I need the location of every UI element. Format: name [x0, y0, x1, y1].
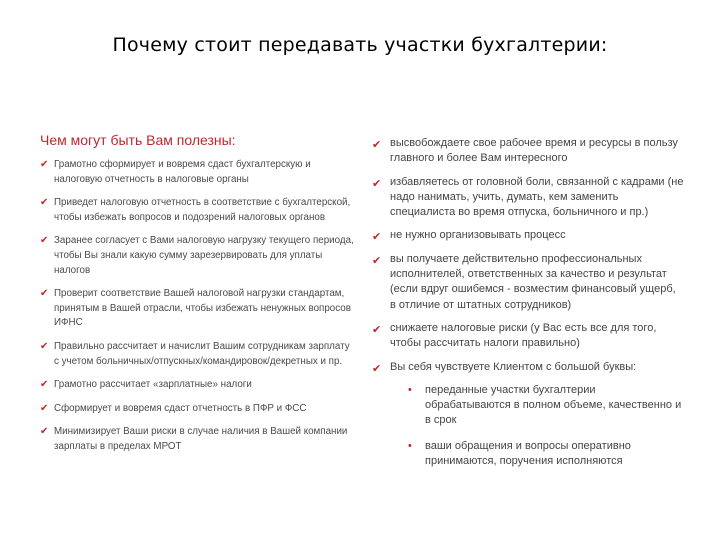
bullet-icon: • — [408, 383, 412, 396]
list-item-text: Проверит соответствие Вашей налоговой нагрузки стандартам, принятым в Вашей отрасли, чтобы избежать ненужных вопросов ИФНС — [54, 288, 351, 329]
check-icon: ✔ — [372, 230, 382, 244]
bullet-icon: • — [408, 439, 412, 452]
check-icon: ✔ — [372, 176, 382, 190]
list-item-text: не нужно организовывать процесс — [390, 229, 566, 242]
sub-list-item-text: ваши обращения и вопросы оперативно принимаются, поручения исполняются — [425, 439, 631, 468]
list-item-text: вы получаете действительно профессиональных исполнителей, ответственных за качество и результат (если вдруг ошибемся - возместим финансовый ущерб, в отличие от штатных сотрудников) — [390, 252, 676, 311]
list-item-text: Вы себя чувствуете Клиентом с большой буквы: — [390, 360, 637, 373]
check-icon: ✔ — [40, 426, 49, 438]
check-icon: ✔ — [40, 235, 49, 247]
list-item-text: высвобождаете свое рабочее время и ресурсы в пользу главного и более Вам интересного — [390, 137, 678, 165]
check-icon: ✔ — [40, 288, 49, 300]
check-icon: ✔ — [40, 197, 49, 209]
list-item — [372, 252, 684, 313]
list-item-text: Грамотно рассчитает «зарплатные» налоги — [54, 379, 252, 391]
list-item — [40, 196, 354, 225]
sub-list-item — [390, 383, 684, 429]
list-item-text: Приведет налоговую отчетность в соответствие с бухгалтерской, чтобы избежать вопросов и подозрений налоговых органов — [54, 197, 351, 223]
list-item — [372, 228, 684, 243]
list-item — [372, 360, 684, 470]
check-icon: ✔ — [40, 340, 49, 352]
check-icon: ✔ — [40, 159, 49, 170]
list-item — [40, 158, 354, 187]
check-icon: ✔ — [372, 322, 382, 336]
sub-list-item-text: переданные участки бухгалтерии обрабатываются в полном объеме, качественно и в срок — [425, 383, 682, 427]
list-item — [40, 378, 354, 393]
list-item-text: избавляетесь от головной боли, связанной с кадрами (не надо нанимать, учить, думать, кем заменить специалиста во время отпуска, больничного и пр.) — [390, 175, 684, 219]
left-heading: Чем могут быть Вам полезны: — [40, 132, 236, 148]
check-icon: ✔ — [372, 361, 382, 375]
left-list — [40, 158, 354, 455]
benefits-left-column — [40, 132, 354, 464]
list-item-text: Минимизирует Ваши риски в случае наличия в Вашей компании зарплаты в пределах МРОТ — [54, 426, 348, 452]
list-item-text: Сформирует и вовремя сдаст отчетность в ПФР и ФСС — [54, 402, 307, 414]
check-icon: ✔ — [372, 253, 382, 267]
list-item — [40, 425, 354, 454]
list-item — [372, 175, 684, 221]
page-title: Почему стоит передавать участки бухгалтерии: — [112, 34, 608, 56]
list-item — [372, 136, 684, 167]
benefits-right-column — [372, 136, 684, 479]
list-item — [40, 402, 354, 417]
list-item — [40, 287, 354, 331]
list-item-text: Правильно рассчитает и начислит Вашим сотрудникам зарплату с учетом больничных/отпускных/командировок/декретных и пр. — [54, 340, 350, 367]
check-icon: ✔ — [40, 402, 49, 414]
list-item-text: Грамотно сформирует и вовремя сдаст бухгалтерскую и налоговую отчетность в налоговые органы — [54, 159, 311, 185]
list-item-text: снижаете налоговые риски (у Вас есть все для того, чтобы рассчитать налоги правильно) — [390, 321, 657, 350]
list-item-text: Заранее согласует с Вами налоговую нагрузку текущего периода, чтобы Вы знали какую сумму зарезервировать для уплаты налогов — [54, 235, 354, 276]
sub-list — [390, 383, 684, 469]
check-icon: ✔ — [372, 138, 382, 151]
right-list — [372, 136, 684, 469]
check-icon: ✔ — [40, 379, 49, 391]
list-item — [372, 321, 684, 352]
sub-list-item — [390, 439, 684, 470]
list-item — [40, 234, 354, 278]
list-item — [40, 340, 354, 369]
